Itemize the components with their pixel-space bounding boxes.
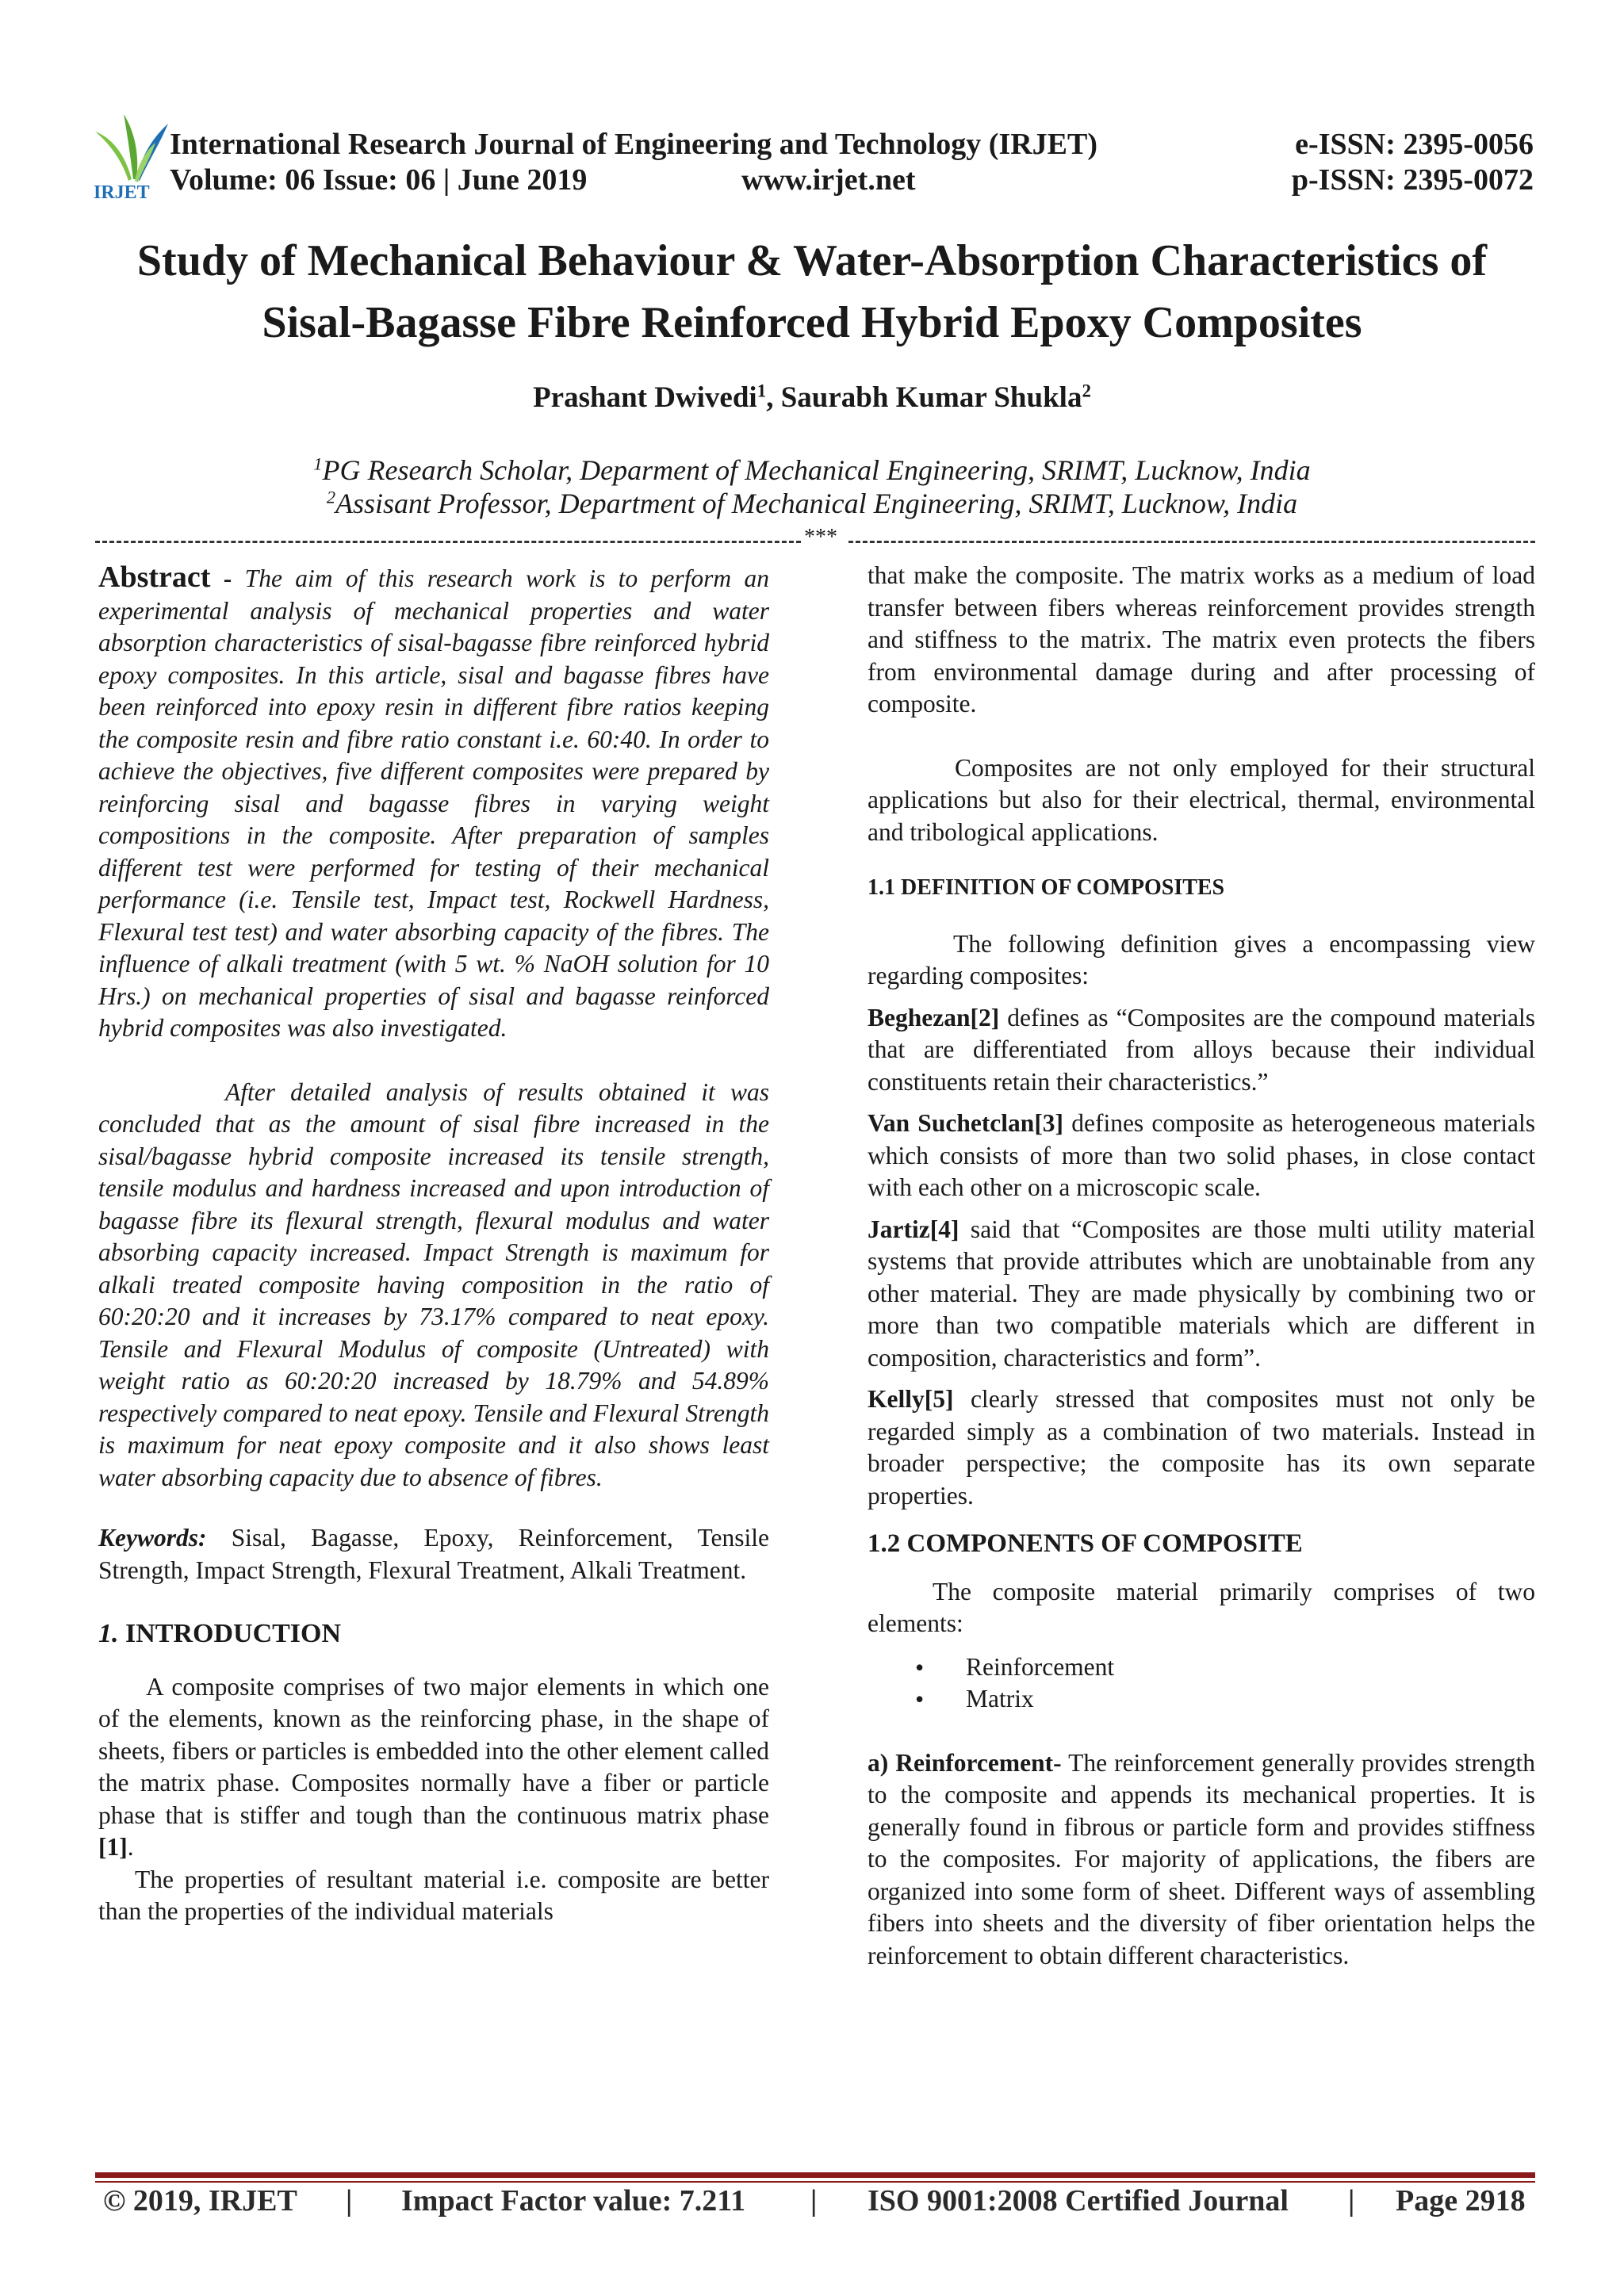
affiliation-1-text: PG Research Scholar, Deparment of Mechanical Engineering, SRIMT, Lucknow, India xyxy=(322,454,1311,486)
svg-text:IRJET: IRJET xyxy=(94,182,150,201)
left-column xyxy=(98,561,769,1928)
footer-rule-thick xyxy=(95,2172,1535,2178)
journal-website: www.irjet.net xyxy=(741,163,916,197)
keywords xyxy=(98,1522,769,1586)
components-paragraph: The composite material primarily comprises of two elements: xyxy=(868,1577,1535,1637)
abstract-paragraph-1 xyxy=(98,561,769,1045)
footer-iso-certification: ISO 9001:2008 Certified Journal xyxy=(868,2184,1289,2218)
author-2-affiliation-mark: 2 xyxy=(1082,381,1091,401)
intro-text-1: A composite comprises of two major elements in which one of the elements, known as the reinforcing phase, in the shape of sheets, fibers or particles is embedded into the other element called the matrix phase. Composites normally have a fiber or particle phase that is stiffer and tough than the continuous matrix phase xyxy=(98,1672,769,1829)
title-line-1: Study of Mechanical Behaviour & Water-Absorption Characteristics of xyxy=(136,236,1488,285)
intro-paragraph-2: The properties of resultant material i.e. composite are better than the properties of the individual materials xyxy=(98,1865,769,1925)
jartiz-paragraph xyxy=(868,1214,1535,1375)
p-issn: p-ISSN: 2395-0072 xyxy=(1291,163,1534,197)
intro-text-1-end: . xyxy=(127,1833,134,1861)
author-1: Prashant Dwivedi xyxy=(533,381,757,414)
footer-copyright: © 2019, IRJET xyxy=(103,2184,297,2218)
author-separator: , xyxy=(766,381,781,414)
beghezan-paragraph xyxy=(868,1002,1535,1099)
kelly-paragraph xyxy=(868,1383,1535,1512)
applications-paragraph: Composites are not only employed for their structural applications but also for their electrical, thermal, environmental and tribological applications. xyxy=(868,753,1535,846)
abstract-heading: Abstract xyxy=(98,561,211,594)
affiliation-1 xyxy=(79,452,1545,488)
section-title: INTRODUCTION xyxy=(118,1619,342,1648)
citation-ref-1: [1] xyxy=(98,1833,128,1861)
author-list xyxy=(79,379,1545,417)
title-line-2: Sisal-Bagasse Fibre Reinforced Hybrid Epoxy Composites xyxy=(262,298,1362,347)
journal-name: International Research Journal of Engineering and Technology (IRJET) xyxy=(170,128,1098,161)
author-2: Saurabh Kumar Shukla xyxy=(780,381,1082,414)
affiliation-2-mark: 2 xyxy=(326,487,335,507)
beghezan-ref: Beghezan[2] xyxy=(868,1003,1000,1031)
component-list xyxy=(868,1651,1535,1716)
section-separator xyxy=(95,525,1535,552)
reinforcement-text: The reinforcement generally provides strength to the composite and appends its mechanical properties. It is generally found in fibrous or particle form and provides stiffness to the composites. For majority of applications, the fibers are organized into some form of sheet. Different ways of assembling fibers into sheets and the diversity of fiber orientation helps the reinforcement to obtain different characteristics. xyxy=(868,1748,1535,1969)
list-item: • Reinforcement xyxy=(868,1651,1535,1684)
footer-page-number: Page 2918 xyxy=(1396,2184,1526,2218)
journal-logo xyxy=(89,108,178,201)
van-suchetclan-paragraph xyxy=(868,1108,1535,1204)
e-issn: e-ISSN: 2395-0056 xyxy=(1295,128,1534,161)
affiliation-2 xyxy=(79,485,1545,522)
abstract-text-1: The aim of this research work is to perform an experimental analysis of mechanical properties and water absorption characteristics of sisal-bagasse fibre reinforced hybrid epoxy composites. In this article, sisal and bagasse fibres have been reinforced into epoxy resin in different fibre ratios keeping the composite resin and fibre ratio constant i.e. 60:40. In order to achieve the objectives, five different composites were prepared by reinforcing sisal and bagasse fibres in varying weight compositions in the composite. After preparation of samples different test were performed for testing of their mechanical performance (i.e. Tensile test, Impact test, Rockwell Hardness, Flexural test test) and water absorbing capacity of the fibres. The influence of alkali treatment (with 5 wt. % NaOH solution for 10 Hrs.) on mechanical properties of sisal and bagasse reinforced hybrid composites was also investigated. xyxy=(98,564,770,1042)
affiliation-2-text: Assisant Professor, Department of Mechanical Engineering, SRIMT, Lucknow, India xyxy=(335,488,1298,519)
reinforcement-heading: a) Reinforcement- xyxy=(868,1748,1062,1777)
section-number: 1. xyxy=(98,1619,119,1648)
affiliation-1-mark: 1 xyxy=(313,453,323,474)
footer-divider: | xyxy=(346,2184,353,2218)
kelly-text: clearly stressed that composites must not only be regarded simply as a combination of two materials. Instead in broader perspective; the composite has its own separate properties. xyxy=(868,1385,1535,1510)
van-suchetclan-text: defines composite as heterogeneous materials which consists of more than two solid phases, in close contact with each other on a microscopic scale. xyxy=(868,1109,1535,1201)
right-column xyxy=(868,560,1535,1972)
section-1-2-heading: 1.2 COMPONENTS OF COMPOSITE xyxy=(868,1529,1303,1558)
van-suchetclan-ref: Van Suchetclan[3] xyxy=(868,1109,1064,1137)
list-item: • Matrix xyxy=(868,1683,1535,1716)
intro-paragraph-1 xyxy=(98,1671,769,1864)
jartiz-text: said that “Composites are those multi utility material systems that provide attributes which are unobtainable from any other material. They are made physically by combining two or more than two compatible materials which are different in composition, characteristics and form”. xyxy=(868,1215,1535,1372)
kelly-ref: Kelly[5] xyxy=(868,1385,954,1413)
keywords-text: Sisal, Bagasse, Epoxy, Reinforcement, Tensile Strength, Impact Strength, Flexural Treatment, Alkali Treatment. xyxy=(98,1524,769,1584)
abstract-paragraph-2: After detailed analysis of results obtained it was concluded that as the amount of sisal fibre increased in the sisal/bagasse hybrid composite increased its tensile strength, tensile modulus and hardness increased and upon introduction of bagasse fibre its flexural strength, flexural modulus and water absorbing capacity increased. Impact Strength is maximum for alkali treated composite having composition in the ratio of 60:20:20 and it increases by 73.17% compared to neat epoxy. Tensile and Flexural Modulus of composite (Untreated) with weight ratio as 60:20:20 increased by 18.79% and 54.89% respectively compared to neat epoxy. Tensile and Flexural Strength is maximum for neat epoxy composite and it also shows least water absorbing capacity due to absence of fibres. xyxy=(98,1077,769,1491)
separator-dashes-left xyxy=(95,541,801,543)
continued-paragraph: that make the composite. The matrix works as a medium of load transfer between fibers whereas reinforcement provides strength and stiffness to the matrix. The matrix even protects the fibers from environmental damage during and after processing of composite. xyxy=(868,561,1535,718)
definition-intro-paragraph: The following definition gives a encompassing view regarding composites: xyxy=(868,929,1535,989)
separator-stars: *** xyxy=(804,525,837,549)
author-1-affiliation-mark: 1 xyxy=(756,381,767,401)
footer-divider: | xyxy=(810,2184,818,2218)
volume-issue: Volume: 06 Issue: 06 | June 2019 xyxy=(170,163,588,197)
keywords-label: Keywords: xyxy=(98,1524,207,1552)
jartiz-ref: Jartiz[4] xyxy=(868,1215,959,1243)
paper-title xyxy=(79,230,1545,354)
reinforcement-paragraph xyxy=(868,1747,1535,1973)
beghezan-text: defines as “Composites are the compound materials that are differentiated from alloys because their individual constituents retain their characteristics.” xyxy=(868,1003,1535,1096)
section-1-1-heading: 1.1 DEFINITION OF COMPOSITES xyxy=(868,875,1225,900)
section-introduction-heading xyxy=(98,1618,769,1651)
footer-divider: | xyxy=(1348,2184,1355,2218)
separator-dashes-right xyxy=(848,541,1535,543)
footer-impact-factor: Impact Factor value: 7.211 xyxy=(401,2184,746,2218)
abstract-dash: - xyxy=(210,564,245,592)
